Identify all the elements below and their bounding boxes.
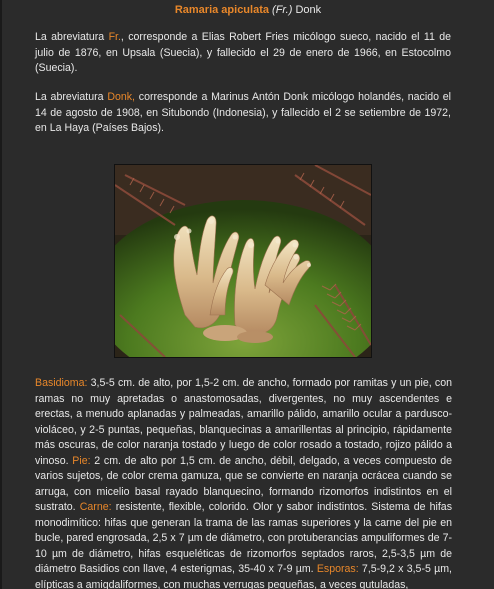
author-link-fries[interactable]: Fr. (108, 31, 121, 43)
pie-text: 2 cm. de alto por 1,5 cm. de ancho, débil, delgado, a veces compuesto de varios sujetos, de color crema gamuza, que se convierte en naranja ocrácea cuando se arruga, con micelio basal rayado blanquecino, formando rizomorfos indistintos en el sustrato. (35, 454, 452, 513)
carne-text: resistente, flexible, colorido. Olor y sabor indistintos. Sistema de hifas monodimítico: hifas que generan la trama de las ramas superiores y la carne del pie en bucle, pared engrosada, 2,5 x 7 µm de diámetro, con protuberancias ampuliformes de 7-10 µm de diámetro, hifas esqueléticas de rizomorfos septados raros, 2,5-3,5 µm de diámetro Basidios con llave, 4 esterigmas, 35-40 x 7-9 µm. (35, 501, 452, 575)
esporas-text: 7,5-9,2 x 3,5-5 µm, elípticas a amigdaliformes, con muchas verrugas pequeñas, a veces gutuladas, (35, 563, 452, 589)
intro-paragraph-donk (35, 90, 451, 137)
carne-label: Carne: (79, 501, 112, 513)
basidioma-label: Basidioma: (35, 377, 88, 389)
intro-text: , corresponde a Elias Robert Fries micólogo sueco, nacido el 11 de julio de 1876, en Upsala (Suecia), y fallecido el 29 de enero de 1966, en Estocolmo (Suecia). (35, 31, 452, 74)
author-name: Donk (292, 4, 322, 16)
author-link-donk[interactable]: Donk, (107, 91, 136, 103)
species-name: Ramaria apiculata (174, 4, 269, 16)
pie-label: Pie: (72, 454, 91, 467)
description-paragraph (35, 376, 452, 589)
intro-text: corresponde a Marinus Antón Donk micólogo holandés, nacido el 14 de agosto de 1908, en Situbondo (Indonesia), y fallecido el 2 se setiembre de 1972, en La Haya (Países Bajos). (35, 91, 452, 134)
page-title (2, 4, 494, 18)
basidioma-text: 3,5-5 cm. de alto, por 1,5-2 cm. de ancho, formado por ramitas y un pie, con ramas no muy apretadas o anastomosadas, divergentes, no muy ascendentes e erectas, a menudo aplanadas y palmeadas, amarillo pálido, amarillo ocular a pardusco-violáceo, y 2-5 puntas, pequeñas, blanquecinas a amarillentas al principio, rápidamente más oscuras, de color naranja tostado y luego de color rosado a tostado, rojizo pálido a vinoso. (35, 377, 452, 467)
mushroom-photo (114, 164, 372, 358)
intro-paragraph-fries (35, 30, 451, 77)
intro-text: La abreviatura (35, 91, 108, 103)
intro-text: La abreviatura (35, 31, 109, 43)
author-abbr: (Fr.) (272, 4, 293, 16)
esporas-label: Esporas: (316, 563, 359, 575)
